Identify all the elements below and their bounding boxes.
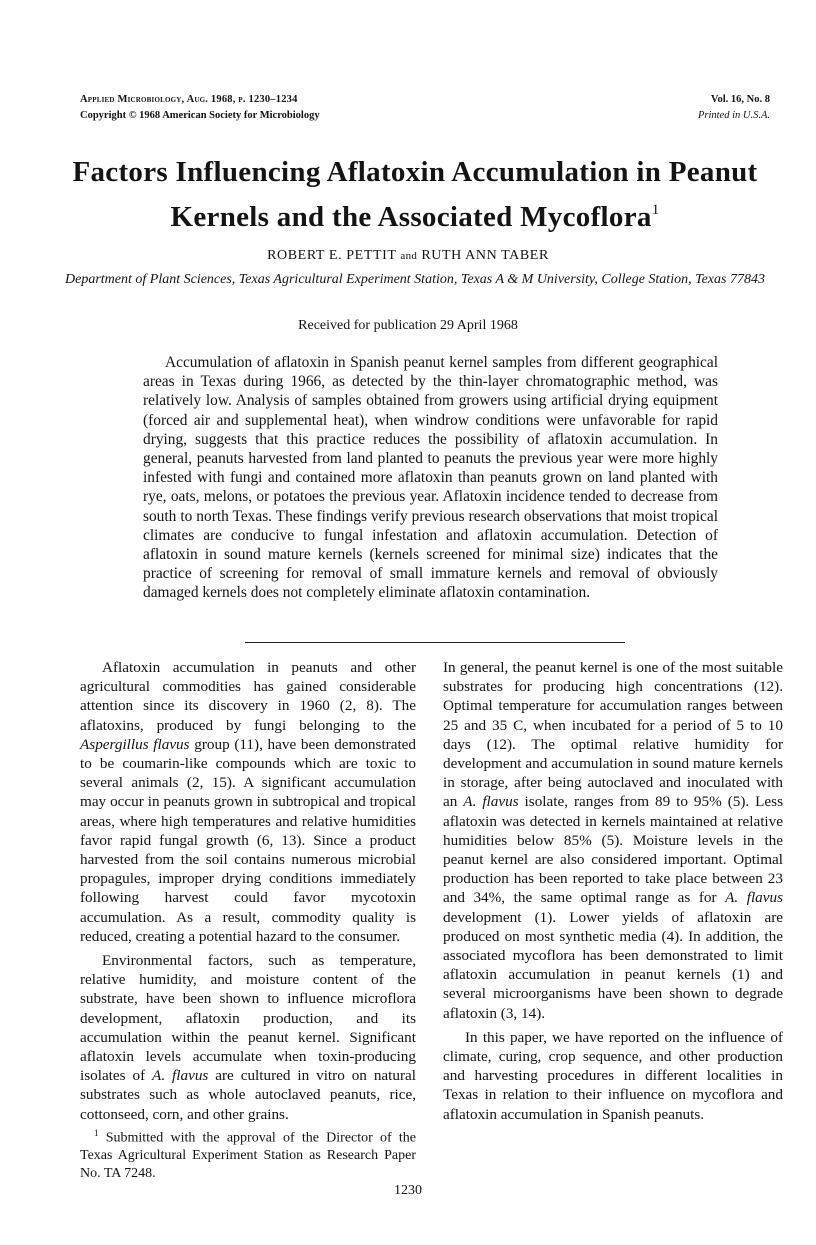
text-run: group (11), have been demonstrated to be coumarin-like compounds which are toxic to several animals (2, 15). A significant accumulation may occur in peanuts grown in subtropical and tropical areas, where high temperatures and relative humidities favor rapid fungal growth (6, 13). Since a product harvested from the soil contains numerous microbial propagules, improper drying conditions immediately following harvest could favor mycotoxin accumulation. As a result, commodity quality is reduced, creating a potential hazard to the consumer. bbox=[80, 735, 417, 945]
author-line bbox=[0, 248, 816, 264]
footnote-text: Submitted with the approval of the Director of the Texas Agricultural Experiment Station as Research Paper No. TA 7248. bbox=[80, 1130, 416, 1181]
text-run: development (1). Lower yields of aflatoxin are produced on most synthetic media (4). In addition, the associated mycoflora has been demonstrated to limit aflatoxin accumulation in peanut kernels (1) and several microorganisms have been shown to degrade aflatoxin (3, 14). bbox=[443, 908, 783, 1022]
volume-number: Vol. 16, No. 8 bbox=[710, 94, 770, 105]
text-run: Environmental factors, such as temperature, relative humidity, and moisture content of the substrate, have been shown to influence microflora development, aflatoxin production, and its accumulation within the peanut kernel. Significant aflatoxin levels accumulate when toxin-producing isolates of bbox=[80, 952, 416, 1085]
running-header-left bbox=[80, 92, 320, 124]
text-run: are cultured in vitro on natural substrates such as whole autoclaved peanuts, rice, cottonseed, corn, and other grains. bbox=[80, 1067, 416, 1123]
footnote bbox=[80, 1125, 416, 1182]
journal-citation: Applied Microbiology, Aug. 1968, p. 1230–1234 bbox=[80, 94, 298, 105]
paragraph bbox=[80, 951, 416, 1124]
text-run: isolate, ranges from 89 to 95% (5). Less aflatoxin was detected in kernels maintained at relative humidities below 85% (5). Moisture levels in the peanut kernel are also considered important. Optimal production has been reported to take place between 23 and 34%, the same optimal range as for bbox=[443, 793, 783, 907]
article-title bbox=[60, 153, 770, 236]
running-header-right bbox=[698, 92, 770, 124]
printed-location: Printed in U.S.A. bbox=[697, 110, 770, 121]
copyright-line: Copyright © 1968 American Society for Microbiology bbox=[80, 110, 320, 121]
species-name: Aspergillus flavus bbox=[80, 735, 190, 753]
page-number: 1230 bbox=[394, 1183, 422, 1198]
paragraph bbox=[80, 658, 416, 946]
title-text: Factors Influencing Aflatoxin Accumulation in Peanut Kernels and the Associated Mycoflora bbox=[72, 156, 758, 233]
species-name: A. flavus bbox=[463, 793, 519, 811]
author-2: RUTH ANN TABER bbox=[421, 248, 549, 263]
title-footnote-mark: 1 bbox=[651, 202, 660, 218]
paragraph bbox=[443, 658, 783, 1023]
text-run: In general, the peanut kernel is one of the most suitable substrates for producing high concentrations (12). Optimal temperature for accumulation ranges between 25 and 35 C, when incubated for a period of 5 to 10 days (12). The optimal relative humidity for development and accumulation in sound mature kernels in storage, after being autoclaved and inoculated with an bbox=[443, 659, 783, 811]
author-1: ROBERT E. PETTIT bbox=[267, 248, 397, 263]
species-name: A. flavus bbox=[725, 889, 783, 907]
text-run: Aflatoxin accumulation in peanuts and other agricultural commodities has gained considerable attention since its discovery in 1960 (2, 8). The aflatoxins, produced by fungi belonging to the bbox=[80, 659, 416, 734]
abstract: Accumulation of aflatoxin in Spanish peanut kernel samples from different geographical areas in Texas during 1966, as detected by the thin-layer chromatographic method, was relatively low. Analysis of samples obtained from growers using artificial drying equipment (forced air and supplemental heat), when windrow conditions were unfavorable for rapid drying, suggests that this practice reduces the possibility of aflatoxin accumulation. In general, peanuts harvested from land planted to peanuts the previous year were more highly infested with fungi and contained more aflatoxin than peanuts grown on land planted with rye, oats, melons, or potatoes the previous year. Aflatoxin incidence tended to decrease from south to north Texas. These findings verify previous research observations that moist tropical climates are conducive to fungal infestation and aflatoxin accumulation. Detection of aflatoxin in sound mature kernels (kernels screened for minimal size) indicates that the practice of screening for removal of small immature kernels and removal of obviously damaged kernels does not completely eliminate aflatoxin contamination. bbox=[143, 354, 718, 602]
footnote-mark: 1 bbox=[94, 1128, 99, 1138]
received-date: Received for publication 29 April 1968 bbox=[298, 318, 518, 333]
affiliation: Department of Plant Sciences, Texas Agricultural Experiment Station, Texas A & M University, College Station, Texas 77843 bbox=[65, 272, 765, 287]
body-column-left bbox=[80, 658, 416, 1129]
paragraph: In this paper, we have reported on the influence of climate, curing, crop sequence, and other production and harvesting procedures in different localities in Texas in relation to their influence on mycoflora and aflatoxin accumulation in Spanish peanuts. bbox=[443, 1028, 783, 1123]
author-conjunction: and bbox=[400, 250, 418, 262]
section-divider bbox=[245, 642, 625, 643]
species-name: A. flavus bbox=[152, 1067, 209, 1085]
body-column-right bbox=[443, 658, 783, 1129]
